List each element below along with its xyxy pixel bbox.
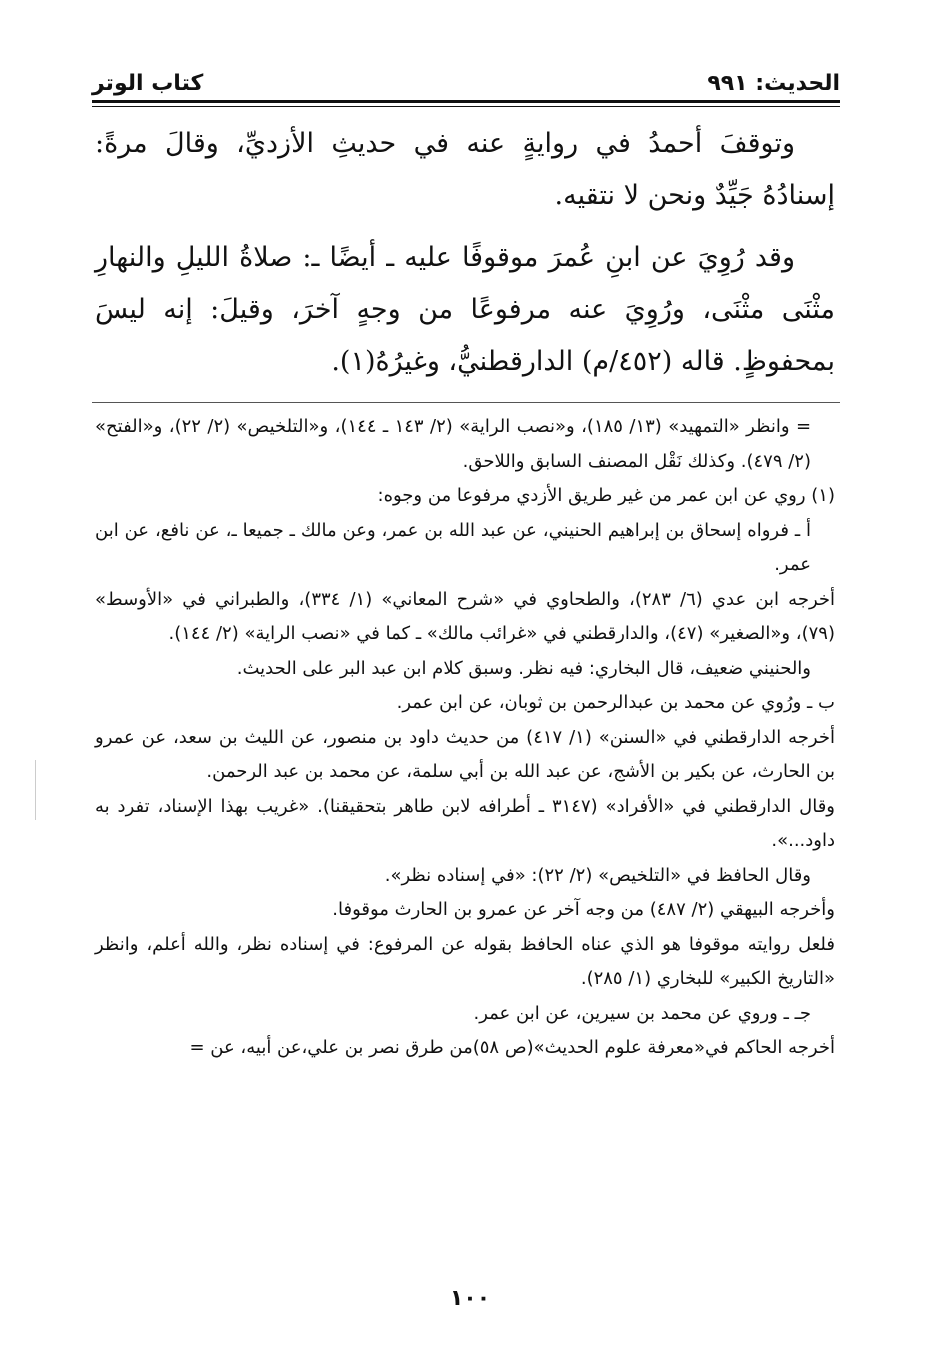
footnote-divider	[92, 402, 840, 403]
footnote-line: (١) روي عن ابن عمر من غير طريق الأزدي مرفوعا من وجوه:	[377, 485, 835, 506]
footnote-line: أ ـ فرواه إسحاق بن إبراهيم الحنيني، عن عبد الله بن عمر، وعن مالك ـ جميعا ـ، عن نافع، عن ابن عمر.	[95, 519, 811, 575]
main-text	[95, 118, 835, 388]
header-rule-thick	[92, 100, 840, 103]
running-header	[92, 58, 840, 98]
footnote-line: ب ـ ورُوي عن محمد بن عبدالرحمن بن ثوبان، عن ابن عمر.	[396, 692, 835, 713]
footnote-line: وقال الحافظ في «التلخيص» (٢/ ٢٢): «في إسناده نظر».	[384, 864, 811, 886]
hadith-number: الحديث: ٩٩١	[707, 71, 840, 96]
footnote-line: فلعل روايته موقوفا هو الذي عناه الحافظ بقوله عن المرفوع: في إسناده نظر، والله أعلم، وانظر «التاريخ الكبير» للبخاري (١/ ٢٨٥).	[95, 933, 835, 989]
footnote-line: وأخرجه البيهقي (٢/ ٤٨٧) من وجه آخر عن عمرو بن الحارث موقوفا.	[332, 899, 835, 920]
header-rule-thin	[92, 106, 840, 107]
footnote-line: أخرجه ابن عدي (٦/ ٢٨٣)، والطحاوي في «شرح المعاني» (١/ ٣٣٤)، والطبراني في «الأوسط» (٧٩)، و«الصغير» (٤٧)، والدارقطني في «غرائب مالك» ـ كما في «نصب الراية» (٢/ ١٤٤).	[95, 588, 836, 644]
book-title: كتاب الوتر	[92, 71, 204, 96]
footnote-line: جـ ـ وروي عن محمد بن سيرين، عن ابن عمر.	[473, 1002, 811, 1024]
main-paragraph: وتوقفَ أحمدُ في روايةٍ عنه في حديثِ الأزديِّ، وقالَ مرةً: إسنادُهُ جَيِّدٌ ونحن لا نتقيه.	[95, 128, 835, 211]
footnote-line: أخرجه الدارقطني في «السنن» (١/ ٤١٧) من حديث داود بن منصور، عن الليث بن سعد، عن عمرو بن الحارث، عن بكير بن الأشج، عن عبد الله بن أبي سلمة، عن محمد بن عبد الرحمن.	[95, 726, 835, 782]
scan-margin-mark	[35, 760, 36, 820]
footnote-line: = وانظر «التمهيد» (١٣/ ١٨٥)، و«نصب الراية» (٢/ ١٤٣ ـ ١٤٤)، و«التلخيص» (٢/ ٢٢)، و«الفتح» (٢/ ٤٧٩). وكذلك نَقْل المصنف السابق واللاحق.	[95, 416, 812, 472]
footnotes	[95, 410, 835, 1066]
main-paragraph: وقد رُوِيَ عن ابنِ عُمرَ موقوفًا عليه ـ أيضًا ـ: صلاةُ الليلِ والنهارِ مثْنَى مثْنَى، ورُوِيَ عنه مرفوعًا من وجهٍ آخرَ، وقيلَ: إنه ليسَ بمحفوظٍ. قاله (٤٥٢/م) الدارقطنيُّ، وغيرُهُ(١).	[95, 242, 835, 377]
footnote-line: وقال الدارقطني في «الأفراد» (٣١٤٧ ـ أطرافه لابن طاهر بتحقيقنا). «غريب بهذا الإسناد، تفرد به داود...».	[95, 795, 835, 851]
footnote-line: أخرجه الحاكم في«معرفة علوم الحديث»(ص ٥٨)من طرق نصر بن علي،عن أبيه، عن =	[189, 1037, 835, 1058]
footnote-line: والحنيني ضعيف، قال البخاري: فيه نظر. وسبق كلام ابن عبد البر على الحديث.	[236, 657, 811, 679]
page-number: ١٠٠	[449, 1286, 491, 1311]
